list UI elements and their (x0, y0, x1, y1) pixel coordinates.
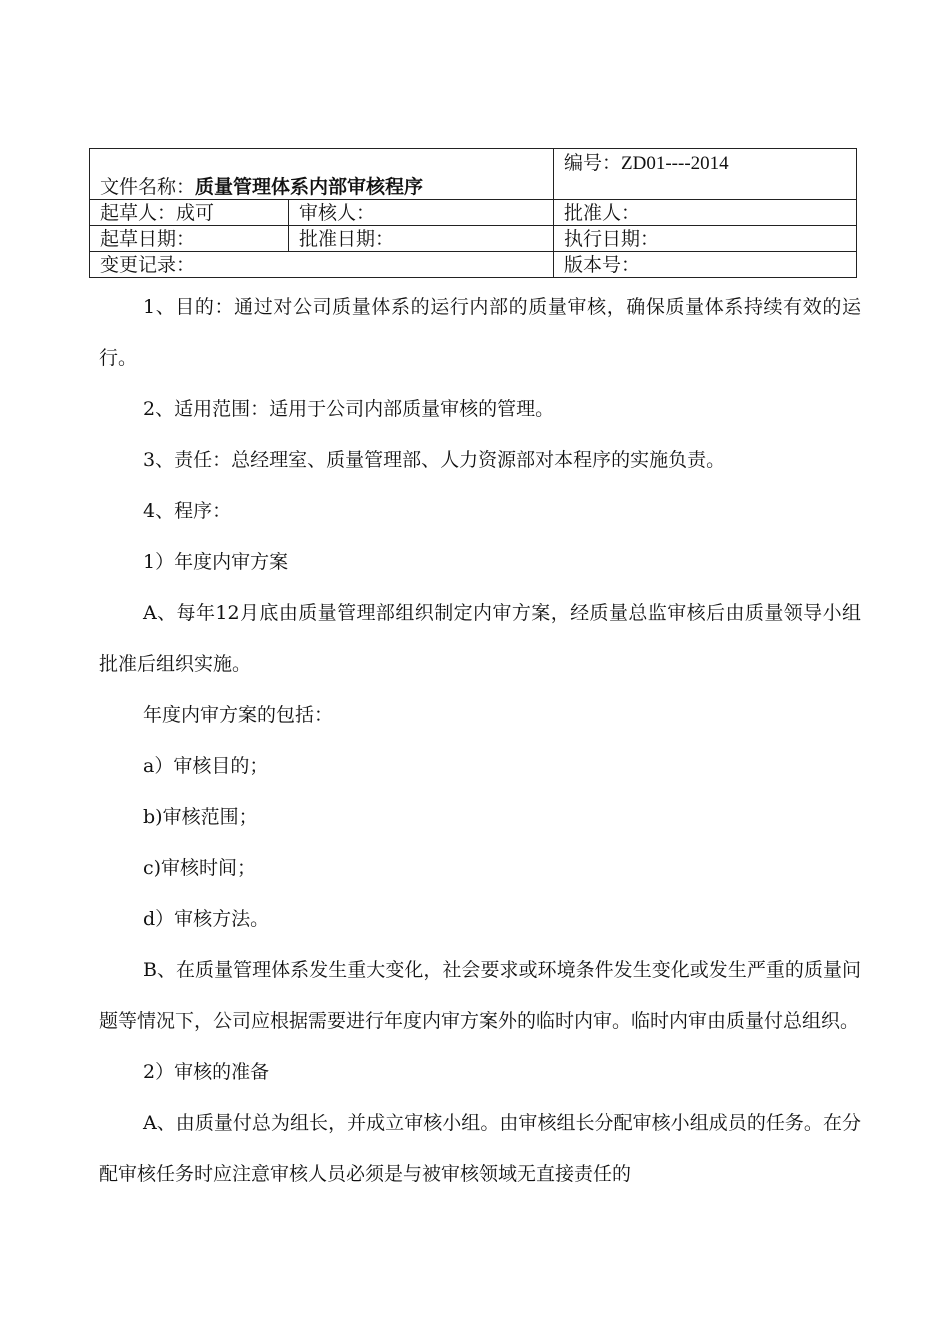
paragraph-annual-plan-heading: 1）年度内审方案 (143, 551, 289, 573)
approver-cell: 批准人： (554, 200, 857, 226)
approve-date-cell: 批准日期： (289, 226, 554, 252)
paragraph-annual-plan-b: B、在质量管理体系发生重大变化，社会要求或环境条件发生变化或发生严重的质量问题等情况下，公司应根据需要进行年度内审方案外的临时内审。临时内审由质量付总组织。 (99, 959, 861, 1032)
paragraph-plan-contents: 年度内审方案的包括： (143, 704, 334, 726)
paragraph-preparation-heading: 2）审核的准备 (143, 1061, 270, 1083)
paragraph-annual-plan-a: A、每年12月底由质量管理部组织制定内审方案，经质量总监审核后由质量领导小组批准后组织实施。 (99, 602, 861, 675)
list-item-audit-method: d）审核方法。 (143, 908, 270, 930)
list-item-audit-scope: b)审核范围； (143, 806, 258, 828)
file-name-cell (90, 149, 554, 200)
header-row-dates (90, 226, 857, 252)
code-label: 编号： (564, 152, 622, 174)
version-cell: 版本号： (554, 252, 857, 278)
paragraph-preparation-a: A、由质量付总为组长，并成立审核小组。由审核组长分配审核小组成员的任务。在分配审核任务时应注意审核人员必须是与被审核领域无直接责任的 (99, 1112, 861, 1185)
list-item-audit-purpose: a）审核目的； (143, 755, 269, 777)
paragraph-scope: 2、适用范围：适用于公司内部质量审核的管理。 (143, 398, 555, 420)
paragraph-responsibility: 3、责任：总经理室、质量管理部、人力资源部对本程序的实施负责。 (143, 449, 726, 471)
list-item-audit-time: c)审核时间； (143, 857, 257, 879)
exec-date-cell: 执行日期： (554, 226, 857, 252)
drafter-cell: 起草人：成可 (90, 200, 289, 226)
reviewer-cell: 审核人： (289, 200, 554, 226)
paragraph-procedure-heading: 4、程序： (143, 500, 232, 522)
code-value: ZD01----2014 (621, 153, 729, 174)
header-row-title (90, 149, 857, 200)
header-row-change (90, 252, 857, 278)
document-title: 质量管理体系内部审核程序 (195, 176, 424, 198)
change-record-cell: 变更记录： (90, 252, 554, 278)
header-row-people (90, 200, 857, 226)
document-header-table (89, 148, 857, 278)
code-cell (554, 149, 857, 200)
paragraph-purpose: 1、目的：通过对公司质量体系的运行内部的质量审核，确保质量体系持续有效的运行。 (99, 296, 861, 369)
file-name-label: 文件名称： (100, 176, 196, 198)
draft-date-cell: 起草日期： (90, 226, 289, 252)
document-body (99, 282, 861, 1200)
